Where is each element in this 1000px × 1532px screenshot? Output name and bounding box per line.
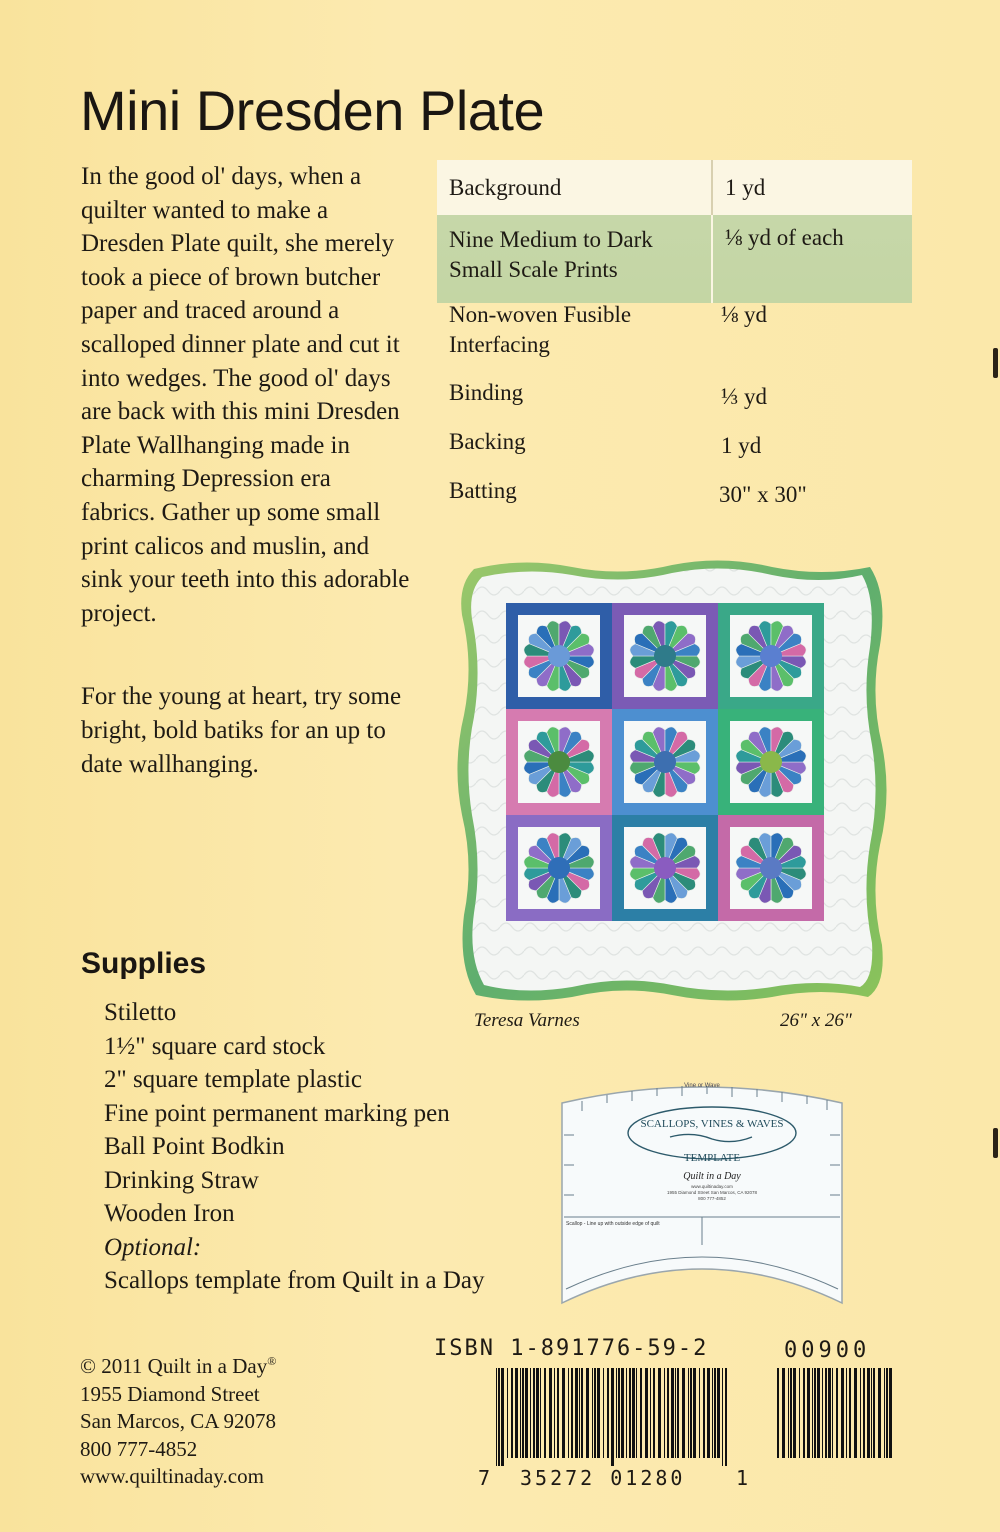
- barcode-bar: [788, 1368, 789, 1458]
- barcode-bar: [636, 1368, 637, 1458]
- barcode-bar: [525, 1368, 528, 1458]
- barcode-bar: [688, 1368, 689, 1458]
- barcode-bar: [520, 1368, 521, 1458]
- fabric-amount: 1 yd: [721, 433, 762, 458]
- fabric-amount: ⅓ yd: [721, 384, 767, 409]
- dresden-center: [654, 645, 676, 667]
- barcode-bar: [832, 1368, 833, 1458]
- barcode-bar: [722, 1368, 723, 1466]
- barcode-bar: [871, 1368, 872, 1458]
- barcode-bar: [777, 1368, 779, 1458]
- barcode-bar: [828, 1368, 831, 1458]
- quilt-photo: [452, 555, 892, 1005]
- supply-item: 2" square template plastic: [104, 1066, 363, 1093]
- publisher-street: 1955 Diamond Street: [80, 1381, 260, 1406]
- dresden-center: [760, 645, 782, 667]
- barcode-bar: [825, 1368, 827, 1458]
- quilt-size: 26" x 26": [780, 1010, 852, 1031]
- barcode-bar: [793, 1368, 796, 1458]
- barcode-bar: [632, 1368, 635, 1458]
- barcode-bar: [822, 1368, 823, 1458]
- barcode-bar: [790, 1368, 792, 1458]
- template-scallop-label: Scallop - Line up with outside edge of quilt: [566, 1221, 660, 1227]
- barcode-bar: [603, 1368, 604, 1458]
- dresden-center: [654, 751, 676, 773]
- barcode-bar: [626, 1368, 627, 1458]
- barcode-bar: [507, 1368, 508, 1458]
- barcode-bar: [568, 1368, 569, 1458]
- barcode-bar: [867, 1368, 870, 1458]
- barcode-bar: [671, 1368, 674, 1458]
- dresden-center: [760, 857, 782, 879]
- fabric-amount: ⅛ yd: [721, 302, 767, 327]
- barcode-bar: [886, 1368, 888, 1458]
- barcode-bar: [611, 1368, 614, 1466]
- template-brand: Quilt in a Day: [683, 1171, 741, 1182]
- page-title: Mini Dresden Plate: [80, 79, 545, 142]
- barcode-bar: [658, 1368, 661, 1458]
- supplies-list: [104, 996, 484, 1298]
- barcode-bar: [717, 1368, 720, 1458]
- fabric-row: [437, 215, 912, 303]
- template-top-label: Vine or Wave: [684, 1083, 720, 1089]
- isbn-barcode: [494, 1368, 729, 1466]
- barcode-bar: [846, 1368, 847, 1458]
- barcode-bar: [782, 1368, 785, 1458]
- barcode-bar: [575, 1368, 578, 1458]
- price-code: 00900: [784, 1338, 871, 1363]
- barcode-bar: [597, 1368, 600, 1458]
- fabric-name: Non-woven Fusible Interfacing: [449, 302, 632, 357]
- barcode-bar: [536, 1368, 539, 1458]
- barcode-bar: [616, 1368, 617, 1458]
- barcode-bar: [799, 1368, 800, 1458]
- barcode-bar: [586, 1368, 589, 1458]
- template-address: 1955 Diamond Street San Marcos, CA 92078: [666, 1190, 758, 1195]
- barcode-bar: [664, 1368, 665, 1458]
- barcode-bar: [629, 1368, 631, 1458]
- barcode-bar: [725, 1368, 727, 1466]
- barcode-bar: [682, 1368, 685, 1458]
- supply-item: 1½" square card stock: [104, 1032, 326, 1060]
- barcode-bar: [650, 1368, 651, 1458]
- barcode-bar: [807, 1368, 810, 1458]
- barcode-bar: [640, 1368, 642, 1458]
- supply-item: Ball Point Bodkin: [104, 1133, 285, 1160]
- fabric-amount: ⅛ yd of each: [725, 225, 844, 250]
- barcode-digit-right: 1: [736, 1466, 749, 1490]
- intro-paragraph: In the good ol' days, when a quilter wanted to make a Dresden Plate quilt, she merely took a piece of brown butcher paper and traced around a scalloped dinner plate and cut it into wedges. The good ol' days are back with this mini Dresden Plate Wallhanging made in charming Depression era fabrics. Gather up some small print calicos and muslin, and sink your teeth into this adorable project.: [81, 163, 410, 627]
- barcode-bar: [803, 1368, 805, 1458]
- barcode-bar: [607, 1368, 609, 1458]
- barcode-bar: [699, 1368, 700, 1458]
- dresden-center: [760, 751, 782, 773]
- barcode-bar: [571, 1368, 573, 1458]
- barcode-bar: [707, 1368, 710, 1458]
- barcode-bar: [549, 1368, 552, 1458]
- publisher-website[interactable]: www.quiltinaday.com: [80, 1464, 264, 1488]
- dresden-center: [654, 857, 676, 879]
- optional-label: Optional:: [104, 1233, 202, 1261]
- barcode-bar: [544, 1368, 546, 1458]
- fabric-name: Background: [437, 160, 712, 215]
- barcode-bar: [621, 1368, 624, 1458]
- binding-tab-mark: [993, 348, 998, 378]
- fabric-name: Nine Medium to Dark Small Scale Prints: [437, 215, 712, 303]
- supplies-heading: Supplies: [81, 947, 207, 980]
- barcode-bar: [667, 1368, 669, 1458]
- barcode-bar: [496, 1368, 497, 1466]
- scallops-template-image: [552, 1075, 852, 1315]
- barcode-bar: [854, 1368, 857, 1458]
- barcode-digits: 35272 01280: [520, 1466, 686, 1490]
- barcode-bar: [540, 1368, 541, 1458]
- barcode-bar: [533, 1368, 535, 1458]
- supply-item: Drinking Straw: [104, 1166, 259, 1194]
- copyright: © 2011 Quilt in a Day: [80, 1354, 268, 1378]
- barcode-bar: [714, 1368, 716, 1458]
- barcode-bar: [884, 1368, 885, 1458]
- fabric-requirements-table: [437, 160, 912, 303]
- barcode-bar: [693, 1368, 696, 1458]
- barcode-bar: [498, 1368, 500, 1466]
- barcode-bar: [594, 1368, 596, 1458]
- template-ruler: [552, 1075, 852, 1315]
- supply-item: Stiletto: [104, 999, 177, 1026]
- photo-credit: Teresa Varnes: [474, 1010, 580, 1031]
- barcode-bar: [592, 1368, 593, 1458]
- barcode-bar: [841, 1368, 844, 1458]
- fabric-row: [437, 160, 912, 215]
- barcode-bar: [812, 1368, 813, 1458]
- registered-mark: ®: [267, 1354, 277, 1368]
- barcode-bar: [703, 1368, 705, 1458]
- barcode-bar: [579, 1368, 580, 1458]
- barcode-bar: [878, 1368, 881, 1458]
- binding-tab-mark: [993, 1128, 998, 1158]
- publisher-phone: 800 777-4852: [80, 1436, 198, 1461]
- barcode-bar: [522, 1368, 524, 1458]
- barcode-bar: [849, 1368, 851, 1458]
- barcode-bar: [863, 1368, 865, 1458]
- barcode-bar: [554, 1368, 555, 1458]
- barcode-bar: [889, 1368, 892, 1458]
- template-phone: 800 777-4852: [698, 1196, 726, 1201]
- publisher-info: [80, 1348, 276, 1491]
- barcode-bar: [511, 1368, 513, 1458]
- barcode-bar: [860, 1368, 861, 1458]
- barcode-bar: [675, 1368, 676, 1458]
- barcode-bar: [817, 1368, 820, 1458]
- barcode-bar: [515, 1368, 518, 1458]
- barcode-bar: [836, 1368, 838, 1458]
- fabric-amount: 30" x 30": [719, 482, 807, 507]
- barcode-bar: [618, 1368, 620, 1458]
- fabric-name: Backing: [449, 429, 526, 454]
- dresden-center: [548, 857, 570, 879]
- template-oval-text: SCALLOPS, VINES & WAVES: [640, 1118, 784, 1130]
- barcode-bar: [690, 1368, 692, 1458]
- fabric-amount: 1 yd: [725, 174, 766, 200]
- barcode-bar: [814, 1368, 816, 1458]
- price-barcode: [775, 1368, 893, 1466]
- barcode-bar: [557, 1368, 559, 1458]
- barcode-bar: [712, 1368, 713, 1458]
- template-name: TEMPLATE: [683, 1152, 741, 1164]
- dresden-center: [548, 645, 570, 667]
- supply-item: Wooden Iron: [104, 1200, 235, 1227]
- fabric-name: Batting: [449, 478, 517, 503]
- barcode-bar: [645, 1368, 648, 1458]
- dresden-center: [548, 751, 570, 773]
- barcode-bar: [653, 1368, 655, 1458]
- barcode-bar: [562, 1368, 565, 1458]
- isbn-number: ISBN 1-891776-59-2: [434, 1336, 709, 1361]
- barcode-bar: [873, 1368, 875, 1458]
- barcode-bar: [501, 1368, 504, 1466]
- barcode-bar: [581, 1368, 583, 1458]
- barcode-digit-left: 7: [478, 1466, 491, 1490]
- fabric-name: Binding: [449, 380, 524, 405]
- dresden-quilt-image: [452, 555, 892, 1005]
- template-web: www.quiltinaday.com: [691, 1184, 733, 1189]
- supply-item-optional: Scallops template from Quilt in a Day: [104, 1267, 485, 1294]
- publisher-city: San Marcos, CA 92078: [80, 1409, 276, 1433]
- intro-paragraph-second: For the young at heart, try some bright, bold batiks for an up to date wallhanging.: [81, 683, 402, 778]
- barcode-bar: [530, 1368, 531, 1458]
- barcode-bar: [677, 1368, 679, 1458]
- supply-item: Fine point permanent marking pen: [104, 1099, 450, 1127]
